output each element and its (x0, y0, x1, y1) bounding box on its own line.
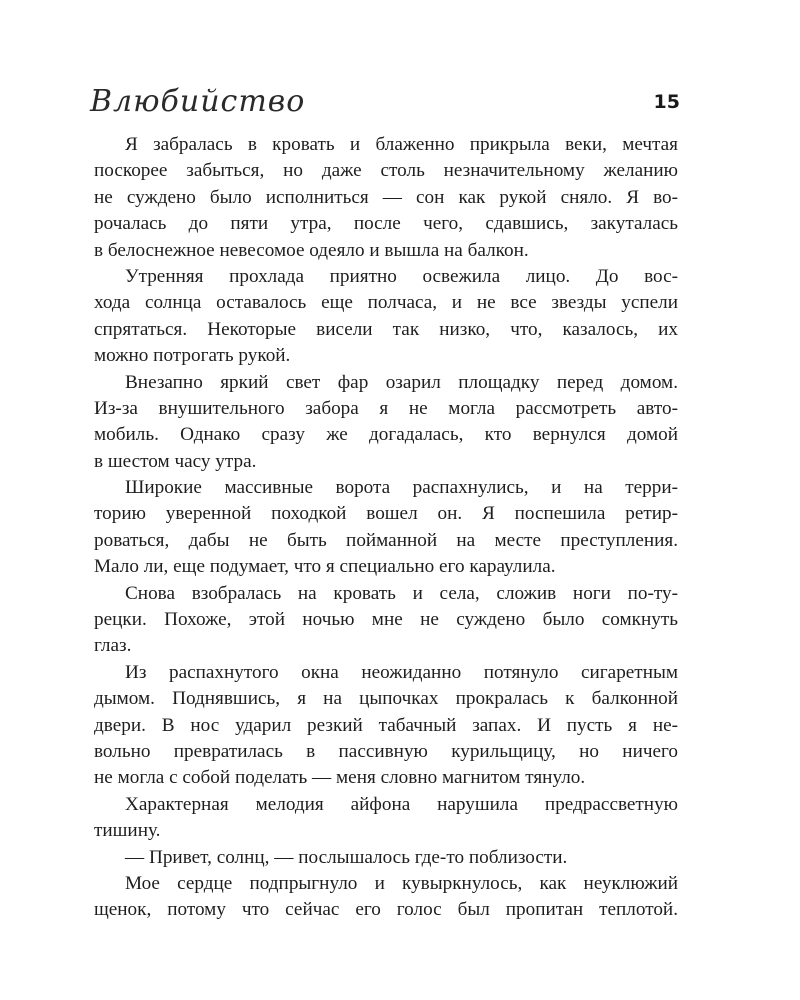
text-line: Мое сердце подпрыгнуло и кувыркнулось, как неуклюжий (125, 872, 678, 894)
text-line: спрятаться. Некоторые висели так низко, что, казалось, их (94, 318, 678, 340)
text-line: торию уверенной походкой вошел он. Я поспешила ретир- (94, 503, 678, 525)
text-line: поскорее забыться, но даже столь незначительному желанию (94, 160, 678, 182)
page-number: 15 (653, 91, 680, 113)
text-line: не суждено было исполниться — сон как рукой сняло. Я во- (94, 186, 678, 208)
text-line: рочалась до пяти утра, после чего, сдавшись, закуталась (94, 213, 678, 235)
text-line: в белоснежное невесомое одеяло и вышла на балкон. (94, 239, 529, 261)
text-line: рецки. Похоже, этой ночью мне не суждено было сомкнуть (94, 609, 678, 631)
text-line: Широкие массивные ворота распахнулись, и на терри- (125, 477, 678, 499)
text-line: Мало ли, еще подумает, что я специально его караулила. (94, 556, 556, 578)
text-line: Из распахнутого окна неожиданно потянуло сигаретным (125, 661, 678, 683)
running-title: Влюбийство (90, 84, 306, 119)
text-line: роваться, дабы не быть пойманной на месте преступления. (94, 529, 678, 551)
text-line: Характерная мелодия айфона нарушила предрассветную (125, 793, 678, 815)
text-line: тишину. (94, 820, 161, 842)
text-line: Утренняя прохлада приятно освежила лицо. До вос- (125, 265, 678, 287)
text-line: мобиль. Однако сразу же догадалась, кто вернулся домой (94, 424, 678, 446)
text-line: Снова взобралась на кровать и села, сложив ноги по-ту- (125, 582, 678, 604)
text-line: двери. В нос ударил резкий табачный запах. И пусть я не- (94, 714, 678, 736)
text-line: — Привет, солнц, — послышалось где-то поблизости. (125, 846, 568, 868)
text-line: можно потрогать рукой. (94, 345, 291, 367)
text-line: Внезапно яркий свет фар озарил площадку перед домом. (125, 371, 678, 393)
text-line: Из-за внушительного забора я не могла рассмотреть авто- (94, 397, 678, 419)
body-text (94, 132, 678, 924)
text-line: вольно превратилась в пассивную курильщицу, но ничего (94, 740, 678, 762)
text-line: щенок, потому что сейчас его голос был пропитан теплотой. (94, 899, 678, 921)
page-header (90, 82, 680, 126)
text-line: хода солнца оставалось еще полчаса, и не все звезды успели (94, 292, 678, 314)
text-line: глаз. (94, 635, 132, 657)
text-line: Я забралась в кровать и блаженно прикрыла веки, мечтая (125, 134, 678, 155)
text-line: не могла с собой поделать — меня словно магнитом тянуло. (94, 767, 586, 789)
text-line: дымом. Поднявшись, я на цыпочках прокралась к балконной (94, 688, 678, 710)
text-line: в шестом часу утра. (94, 450, 257, 472)
